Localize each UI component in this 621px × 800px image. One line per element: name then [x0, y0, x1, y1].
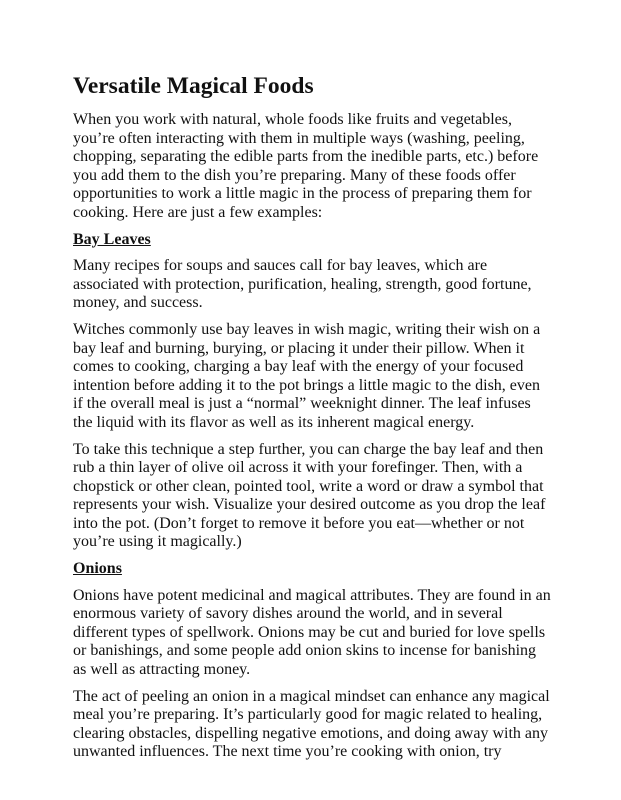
- onions-paragraph-1: Onions have potent medicinal and magical attributes. They are found in an enormous variety of savory dishes around the world, and in several different types of spellwork. Onions may be cut and buried for love spells or banishings, and some people add onion skins to incense for banishing as well as attracting money.: [73, 586, 551, 679]
- bay-leaves-paragraph-1: Many recipes for soups and sauces call for bay leaves, which are associated with protection, purification, healing, strength, good fortune, money, and success.: [73, 257, 532, 312]
- section-heading-bay-leaves: Bay Leaves: [73, 230, 151, 248]
- document-page: [73, 72, 551, 770]
- bay-leaves-paragraph-3: To take this technique a step further, you can charge the bay leaf and then rub a thin layer of olive oil across it with your forefinger. Then, with a chopstick or other clean, pointed tool, write a word or draw a symbol that represents your wish. Visualize your desired outcome as you drop the leaf into the pot. (Don’t forget to remove it before you eat—whether or not you’re using it magically.): [73, 440, 546, 551]
- page-title: Versatile Magical Foods: [73, 73, 314, 99]
- onions-paragraph-2: The act of peeling an onion in a magical mindset can enhance any magical meal you’re preparing. It’s particularly good for magic related to healing, clearing obstacles, dispelling negative emotions, and doing away with any unwanted influences. The next time you’re cooking with onion, try: [73, 687, 550, 761]
- intro-paragraph: When you work with natural, whole foods like fruits and vegetables, you’re often interacting with them in multiple ways (washing, peeling, chopping, separating the edible parts from the inedible parts, etc.) before you add them to the dish you’re preparing. Many of these foods offer opportunities to work a little magic in the process of preparing them for cooking. Here are just a few examples:: [73, 111, 539, 221]
- section-heading-onions: Onions: [73, 560, 122, 578]
- bay-leaves-paragraph-2: Witches commonly use bay leaves in wish magic, writing their wish on a bay leaf and burning, burying, or placing it under their pillow. When it comes to cooking, charging a bay leaf with the energy of your focused intention before adding it to the pot brings a little magic to the dish, even if the overall meal is just a “normal” weeknight dinner. The leaf infuses the liquid with its flavor as well as its inherent magical energy.: [73, 320, 541, 431]
